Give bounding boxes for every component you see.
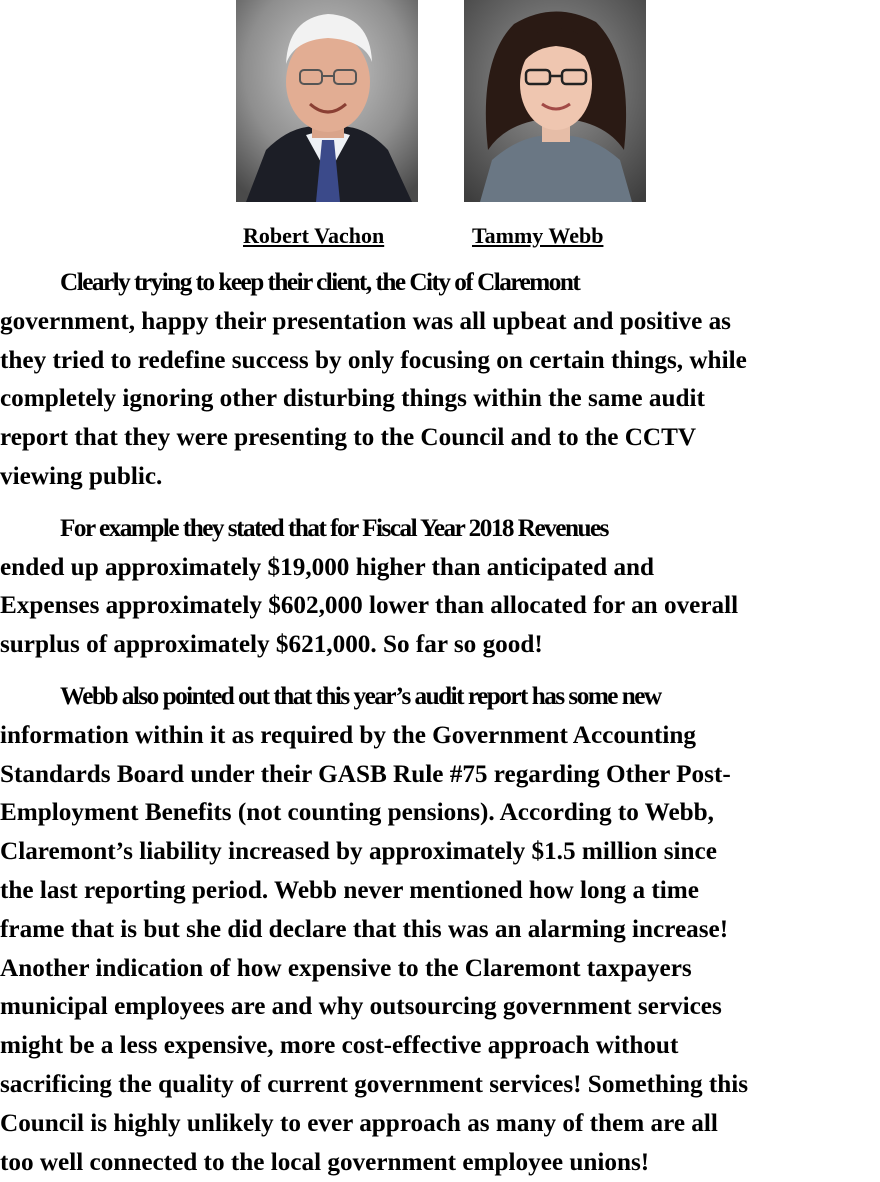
text-line: completely ignoring other disturbing things within the same audit xyxy=(0,385,705,413)
text-line: information within it as required by the Government Accounting xyxy=(0,721,696,749)
robert-vachon-photo xyxy=(236,0,418,202)
text-line: they tried to redefine success by only focusing on certain things, while xyxy=(0,346,747,374)
text-line: Clearly trying to keep their client, the City of Claremont xyxy=(60,269,580,296)
text-line: Employment Benefits (not counting pensions). According to Webb, xyxy=(0,799,714,827)
text-line: surplus of approximately $621,000. So far so good! xyxy=(0,631,543,659)
paragraph-1 xyxy=(0,264,880,497)
text-line: the last reporting period. Webb never mentioned how long a time xyxy=(0,876,699,904)
text-line: sacrificing the quality of current government services! Something this xyxy=(0,1070,749,1098)
caption-robert-vachon: Robert Vachon xyxy=(243,223,385,248)
article-body xyxy=(0,264,880,1182)
tammy-webb-photo xyxy=(464,0,646,202)
text-line: might be a less expensive, more cost-effective approach without xyxy=(0,1032,679,1060)
paragraph-2 xyxy=(0,510,880,665)
portrait-image xyxy=(464,0,646,202)
text-line: Council is highly unlikely to ever approach as many of them are all xyxy=(0,1109,718,1137)
text-line: too well connected to the local government employee unions! xyxy=(0,1148,650,1176)
text-line: municipal employees are and why outsourcing government services xyxy=(0,993,722,1021)
text-line: Claremont’s liability increased by approximately $1.5 million since xyxy=(0,838,717,866)
text-line: report that they were presenting to the Council and to the CCTV xyxy=(0,424,697,452)
portrait-image xyxy=(236,0,418,202)
text-line: Webb also pointed out that this year’s audit report has some new xyxy=(60,682,661,710)
text-line: Another indication of how expensive to the Claremont taxpayers xyxy=(0,954,692,982)
text-line: viewing public. xyxy=(0,462,163,490)
text-line: frame that is but she did declare that this was an alarming increase! xyxy=(0,915,729,943)
text-line: ended up approximately $19,000 higher than anticipated and xyxy=(0,553,655,581)
text-line: For example they stated that for Fiscal Year 2018 Revenues xyxy=(60,514,608,542)
paragraph-3 xyxy=(0,678,880,1182)
text-line: Expenses approximately $602,000 lower than allocated for an overall xyxy=(0,592,739,620)
text-line: government, happy their presentation was all upbeat and positive as xyxy=(0,307,731,335)
text-line: Standards Board under their GASB Rule #75 regarding Other Post- xyxy=(0,760,731,788)
caption-tammy-webb: Tammy Webb xyxy=(472,223,604,248)
